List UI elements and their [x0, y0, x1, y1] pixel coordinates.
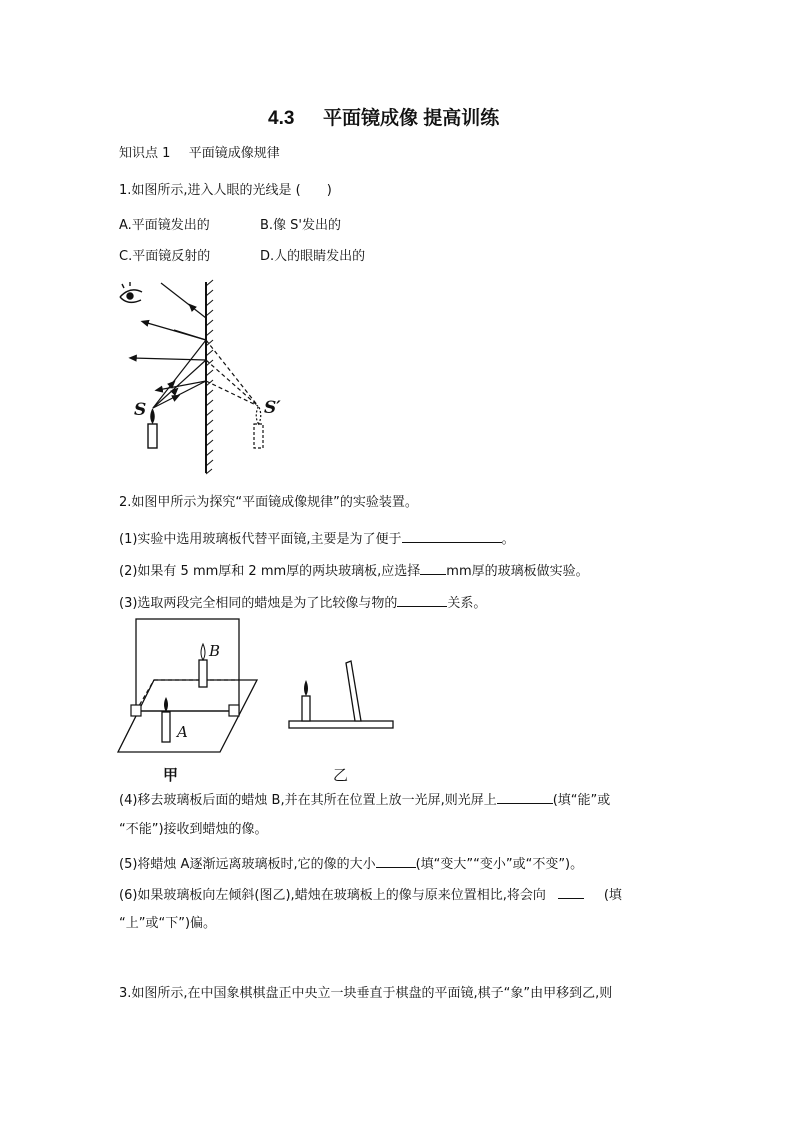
- caption-yi: 乙: [333, 766, 349, 784]
- clip-right: [229, 705, 239, 716]
- blank-4[interactable]: [497, 791, 553, 804]
- q1-stem: 1.如图所示,进入人眼的光线是 ( ): [119, 183, 332, 198]
- tilted-plate-figure: [289, 661, 393, 728]
- q2-part1: (1)实验中选用玻璃板代替平面镜,主要是为了便于 。: [119, 532, 515, 547]
- q2-part4: (4)移去玻璃板后面的蜡烛 B,并在其所在位置上放一光屏,则光屏上 (填“能”或: [119, 793, 611, 808]
- q2-part3: (3)选取两段完全相同的蜡烛是为了比较像与物的 关系。: [119, 596, 487, 611]
- caption-jia: 甲: [163, 766, 179, 784]
- section-text: 平面镜成像规律: [188, 146, 280, 161]
- glass-plate: [136, 619, 239, 711]
- section-label: 知识点 1: [119, 146, 171, 161]
- q1-option-b: B.像 S'发出的: [260, 218, 342, 233]
- q2-part2: (2)如果有 5 mm厚和 2 mm厚的两块玻璃板,应选择 mm厚的玻璃板做实验。: [119, 564, 589, 579]
- blank-5[interactable]: [376, 855, 416, 868]
- q2-part4-cont: “不能”)接收到蜡烛的像。: [119, 822, 268, 837]
- label-b: B: [209, 642, 221, 660]
- title-text: 平面镜成像 提高训练: [322, 108, 500, 129]
- q1-option-a: A.平面镜发出的: [119, 218, 210, 233]
- title-number: 4.3: [268, 108, 295, 129]
- q2-part6: (6)如果玻璃板向左倾斜(图乙),蜡烛在玻璃板上的像与原来位置相比,将会向 (填: [119, 888, 622, 903]
- clip-left: [131, 705, 141, 716]
- label-s: S: [134, 400, 147, 420]
- q2-stem: 2.如图甲所示为探究“平面镜成像规律”的实验装置。: [119, 495, 418, 510]
- q2-part5: (5)将蜡烛 A逐渐远离玻璃板时,它的像的大小 (填“变大”“变小”或“不变”)。: [119, 857, 584, 872]
- candle-b: [199, 644, 207, 687]
- q3-stem: 3.如图所示,在中国象棋棋盘正中央立一块垂直于棋盘的平面镜,棋子“象”由甲移到乙,则: [119, 986, 613, 1001]
- blank-6[interactable]: [558, 886, 584, 899]
- candle-a: [162, 697, 170, 742]
- label-a: A: [177, 723, 188, 741]
- q1-option-d: D.人的眼睛发出的: [260, 249, 366, 264]
- label-s-prime: S′: [264, 398, 281, 418]
- q2-part6-cont: “上”或“下”)偏。: [119, 916, 217, 931]
- q1-option-c: C.平面镜反射的: [119, 249, 211, 264]
